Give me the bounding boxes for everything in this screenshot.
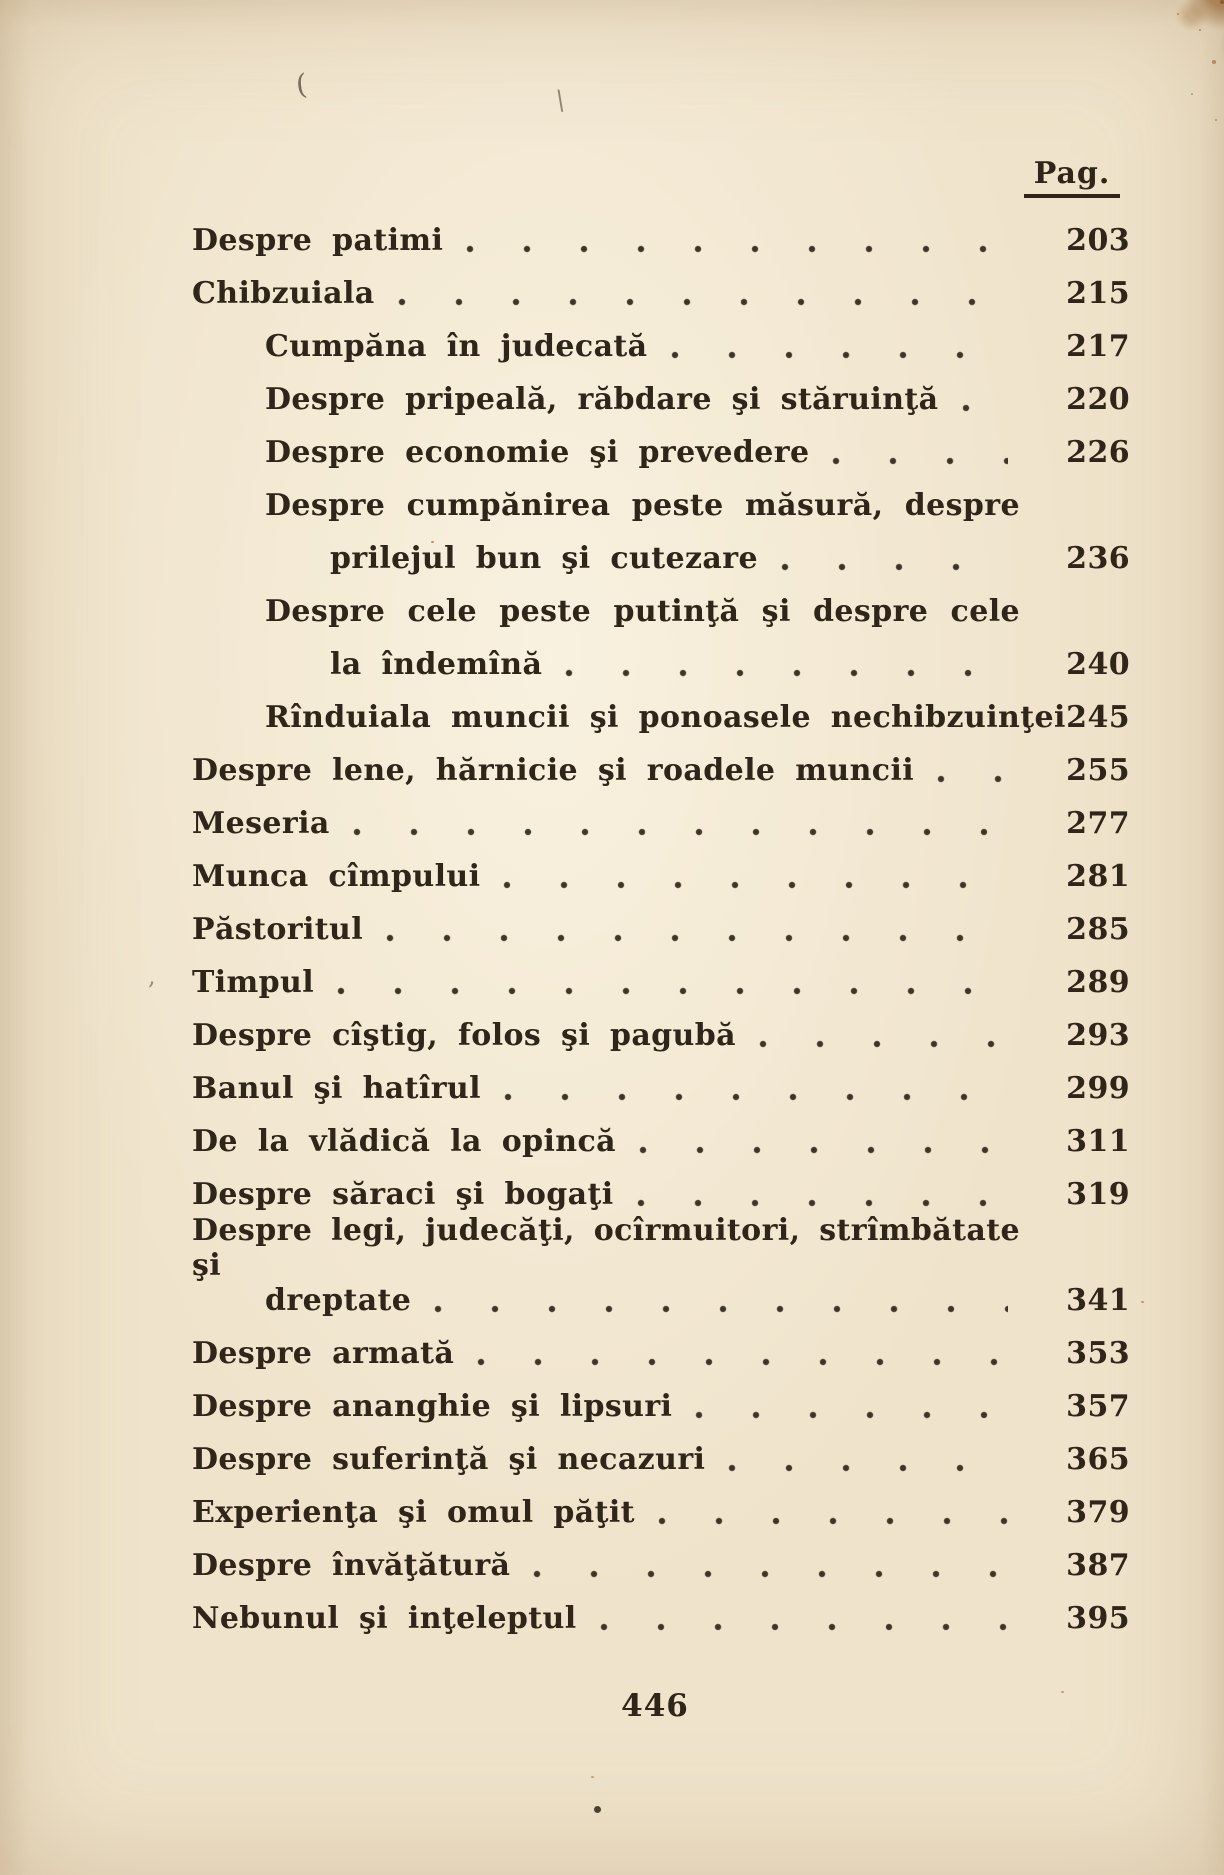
toc-entry-label: Păstoritul [192, 912, 364, 947]
toc-entry-label: dreptate [265, 1283, 412, 1318]
toc-entry-label: Despre suferinţă şi necazuri [192, 1442, 706, 1477]
paper-stain [1090, 0, 1224, 156]
dot-leader [694, 1410, 1008, 1420]
toc-entry-label: Cumpăna în judecată [265, 329, 648, 364]
scan-artifact-paren: ( [294, 67, 309, 102]
dot-leader [503, 1092, 1008, 1102]
toc-entry-label: Experienţa şi omul păţit [192, 1495, 635, 1530]
toc-entry [192, 903, 1130, 956]
toc-entry-label: Despre economie şi prevedere [265, 435, 810, 470]
dot-leader [465, 244, 1008, 254]
toc-entry-page: 217 [1066, 329, 1130, 364]
dot-leader [336, 986, 1008, 996]
toc-entry-page: 379 [1066, 1495, 1130, 1530]
toc-entry-label: Despre lene, hărnicie şi roadele muncii [192, 753, 915, 788]
toc-entry-page: 395 [1066, 1601, 1130, 1636]
dot-leader [433, 1304, 1008, 1314]
dot-leader [670, 350, 1008, 360]
toc-entry-page: 387 [1066, 1548, 1130, 1583]
toc-entry-page: 357 [1066, 1389, 1130, 1424]
toc-entry-label: Banul şi hatîrul [192, 1071, 481, 1106]
scan-artifact-slash: \ [553, 85, 567, 117]
dot-leader [476, 1357, 1008, 1367]
toc-entry [192, 1380, 1130, 1433]
dot-leader [636, 1198, 1008, 1208]
toc-entry-label: Despre cumpănirea peste măsură, despre [265, 488, 1020, 523]
toc-entry-label: Despre ananghie şi lipsuri [192, 1389, 673, 1424]
toc-entry [192, 744, 1130, 797]
paper-stain-speckles [1220, 0, 1224, 4]
dot-leader [397, 297, 1008, 307]
toc-entry-label: Chibzuiala [192, 276, 375, 311]
dot-leader [564, 668, 1008, 678]
dot-leader [758, 1039, 1008, 1049]
toc-entry [192, 850, 1130, 903]
toc-entry-page: 236 [1066, 541, 1130, 576]
toc-entry [192, 1062, 1130, 1115]
toc-entry-label: Despre cele peste putinţă şi despre cele [265, 594, 1020, 629]
toc-entry-label: Nebunul şi inţeleptul [192, 1601, 577, 1636]
toc-entry-page: 299 [1066, 1071, 1130, 1106]
toc-entry [192, 532, 1130, 585]
toc-entry-label: Despre cîştig, folos şi pagubă [192, 1018, 736, 1053]
dot-leader [638, 1145, 1008, 1155]
toc-entry-label: Despre legi, judecăţi, ocîrmuitori, strîmbătate şi [192, 1212, 1020, 1283]
toc-entry [192, 691, 1130, 744]
toc-entry-label: Meseria [192, 806, 330, 841]
toc-entry [192, 1327, 1130, 1380]
toc-entry-page: 285 [1066, 912, 1130, 947]
dot-leader [831, 456, 1008, 466]
dot-leader [385, 933, 1008, 943]
toc-entry-page: 289 [1066, 965, 1130, 1000]
toc-entry [192, 1009, 1130, 1062]
toc-entry-label: Despre învăţătură [192, 1548, 511, 1583]
toc-entry-page: 226 [1066, 435, 1130, 470]
toc-entry [192, 1539, 1130, 1592]
toc-entry [192, 320, 1130, 373]
toc-entry-page: 311 [1066, 1124, 1130, 1159]
toc-entry [192, 956, 1130, 1009]
toc-entry-page: 255 [1066, 753, 1130, 788]
toc-entry-page: 353 [1066, 1336, 1130, 1371]
toc-entry [192, 1115, 1130, 1168]
toc-list [192, 214, 1130, 1645]
toc-entry [192, 585, 1130, 638]
scan-artifact-dot [594, 1806, 601, 1813]
toc-entry-page: 203 [1066, 223, 1130, 258]
toc-entry [192, 1433, 1130, 1486]
toc-entry-page: 281 [1066, 859, 1130, 894]
toc-entry [192, 638, 1130, 691]
toc-entry-page: 341 [1066, 1283, 1130, 1318]
toc-entry-label: Despre armată [192, 1336, 455, 1371]
dot-leader [961, 403, 1008, 413]
toc-entry-page: 277 [1066, 806, 1130, 841]
dot-leader [352, 827, 1008, 837]
toc-entry-page: 215 [1066, 276, 1130, 311]
dot-leader [727, 1463, 1008, 1473]
toc-entry [192, 267, 1130, 320]
page-column-header: Pag. [1024, 156, 1120, 198]
toc-entry-label: la îndemînă [330, 647, 543, 682]
toc-entry-page: 365 [1066, 1442, 1130, 1477]
toc-entry [192, 797, 1130, 850]
dot-leader [599, 1622, 1008, 1632]
dot-leader [780, 562, 1008, 572]
toc-entry [192, 373, 1130, 426]
toc-entry-page: 220 [1066, 382, 1130, 417]
toc-entry [192, 214, 1130, 267]
toc-entry-label: De la vlădică la opincă [192, 1124, 616, 1159]
toc-entry-label: prilejul bun şi cutezare [330, 541, 758, 576]
dot-leader [657, 1516, 1008, 1526]
toc-entry-label: Timpul [192, 965, 315, 1000]
toc-entry-page: 293 [1066, 1018, 1130, 1053]
toc-entry-label: Despre săraci şi bogaţi [192, 1177, 614, 1212]
toc-entry-label: Despre pripeală, răbdare şi stăruinţă [265, 382, 939, 417]
folio-page-number: 446 [621, 1688, 689, 1724]
toc-entry-page: 245 [1066, 700, 1130, 735]
dot-leader [936, 774, 1008, 784]
toc-entry-label: Munca cîmpului [192, 859, 481, 894]
toc-entry-page: 319 [1066, 1177, 1130, 1212]
toc-entry-label: Rînduiala muncii şi ponoasele nechibzuinţei [265, 700, 1066, 735]
dot-leader [532, 1569, 1008, 1579]
toc-entry [192, 1592, 1130, 1645]
toc-entry-label: Despre patimi [192, 223, 444, 258]
toc-entry [192, 1486, 1130, 1539]
dot-leader [502, 880, 1008, 890]
toc-entry-page: 240 [1066, 647, 1130, 682]
toc-entry [192, 1212, 1130, 1283]
scan-artifact-comma: , [148, 962, 156, 990]
toc-entry [192, 426, 1130, 479]
toc-entry [192, 479, 1130, 532]
